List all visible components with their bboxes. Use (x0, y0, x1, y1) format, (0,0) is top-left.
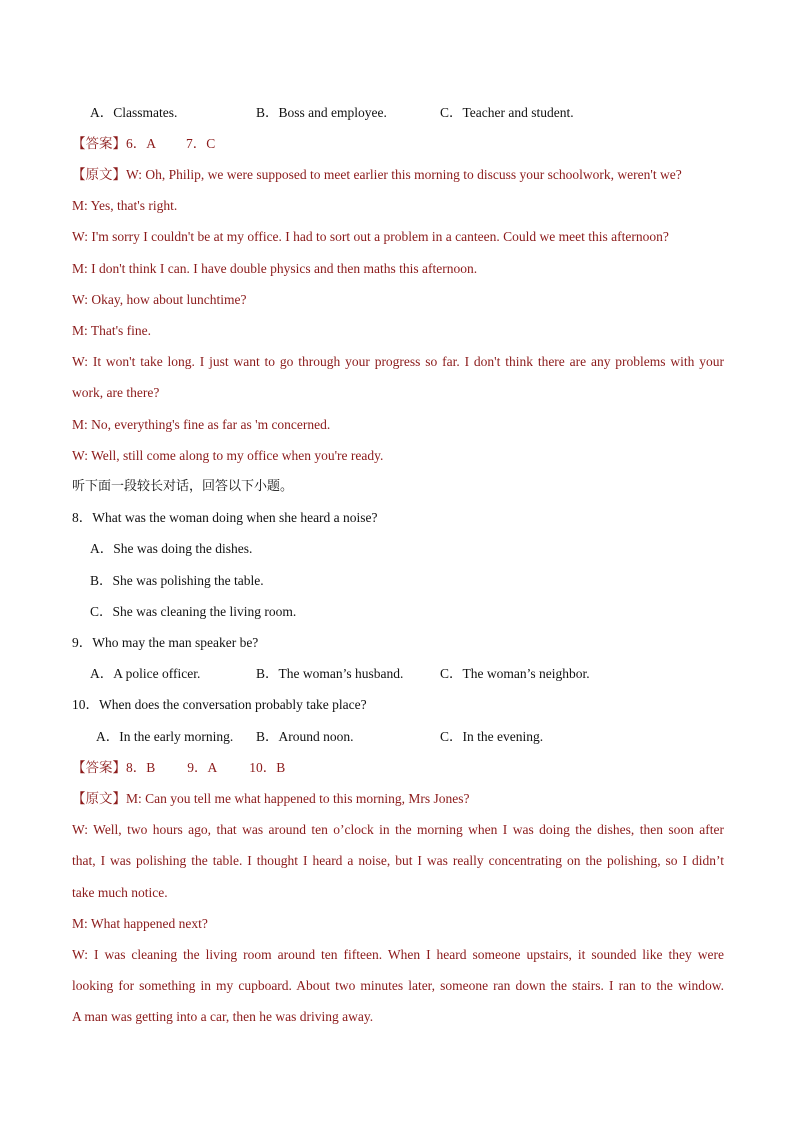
q7-option-b: B．Boss and employee. (256, 105, 387, 120)
transcript-text: W: Oh, Philip, we were supposed to meet earlier this morning to discuss your schoolwork, weren't we? (126, 167, 682, 182)
transcript-line: M: I don't think I can. I have double physics and then maths this afternoon. (72, 261, 478, 276)
transcript-line: M: That's fine. (72, 323, 152, 338)
transcript-line: W: Well, two hours ago, that was around ten o’clock in the morning when I was doing the dishes, then soon after (72, 822, 724, 837)
transcript-line: M: No, everything's fine as far as 'm concerned. (72, 417, 331, 432)
transcript-tag: 【原文】 (72, 167, 126, 182)
transcript-line: M: What happened next? (72, 916, 208, 931)
q10-option-a: A．In the early morning. (96, 729, 234, 744)
transcript-line: W: I'm sorry I couldn't be at my office. I had to sort out a problem in a canteen. Could we meet this afternoon? (72, 229, 669, 244)
answer-7: 7．C (186, 136, 216, 151)
q7-option-c: C．Teacher and student. (440, 105, 574, 120)
q10-option-b: B．Around noon. (256, 729, 354, 744)
question-8-stem: 8．What was the woman doing when she heard a noise? (72, 510, 378, 525)
transcript-line (72, 166, 724, 184)
answer-8: 8．B (126, 760, 156, 775)
answer-6: 6．A (126, 136, 156, 151)
q9-option-a: A．A police officer. (90, 666, 201, 681)
q8-option-c: C．She was cleaning the living room. (90, 604, 297, 619)
answer-9: 9．A (187, 760, 218, 775)
transcript-text: M: Can you tell me what happened to this morning, Mrs Jones? (126, 791, 470, 806)
answer-10: 10．B (249, 760, 286, 775)
transcript-line: W: It won't take long. I just want to go through your progress so far. I don't think there are any problems with your (72, 354, 724, 369)
transcript-line (72, 790, 724, 808)
section-instruction: 听下面一段较长对话，回答以下小题。 (72, 479, 294, 494)
transcript-line: W: Well, still come along to my office when you're ready. (72, 448, 384, 463)
transcript-line: W: Okay, how about lunchtime? (72, 292, 247, 307)
transcript-line: that, I was polishing the table. I thought I heard a noise, but I was really concentrating on the polishing, so I didn’t (72, 853, 724, 868)
answer-tag: 【答案】 (72, 760, 126, 775)
transcript-line: W: I was cleaning the living room around ten fifteen. When I heard someone upstairs, it sounded like they were (72, 947, 724, 962)
q10-option-c: C．In the evening. (440, 729, 544, 744)
q8-option-b: B．She was polishing the table. (90, 573, 264, 588)
q8-option-a: A．She was doing the dishes. (90, 541, 253, 556)
answer-line-8-10 (72, 759, 724, 777)
transcript-tag: 【原文】 (72, 791, 126, 806)
answer-line-6-7 (72, 135, 724, 153)
transcript-line: looking for something in my cupboard. About two minutes later, someone ran down the stairs. I ran to the window. (72, 978, 724, 993)
answer-tag: 【答案】 (72, 136, 126, 151)
transcript-line: M: Yes, that's right. (72, 198, 178, 213)
transcript-line: work, are there? (72, 385, 160, 400)
transcript-line: A man was getting into a car, then he was driving away. (72, 1009, 374, 1024)
q9-option-c: C．The woman’s neighbor. (440, 666, 590, 681)
question-10-stem: 10．When does the conversation probably take place? (72, 697, 367, 712)
q9-option-b: B．The woman’s husband. (256, 666, 404, 681)
question-9-stem: 9．Who may the man speaker be? (72, 635, 259, 650)
transcript-line: take much notice. (72, 885, 168, 900)
q7-option-a: A．Classmates. (90, 105, 178, 120)
